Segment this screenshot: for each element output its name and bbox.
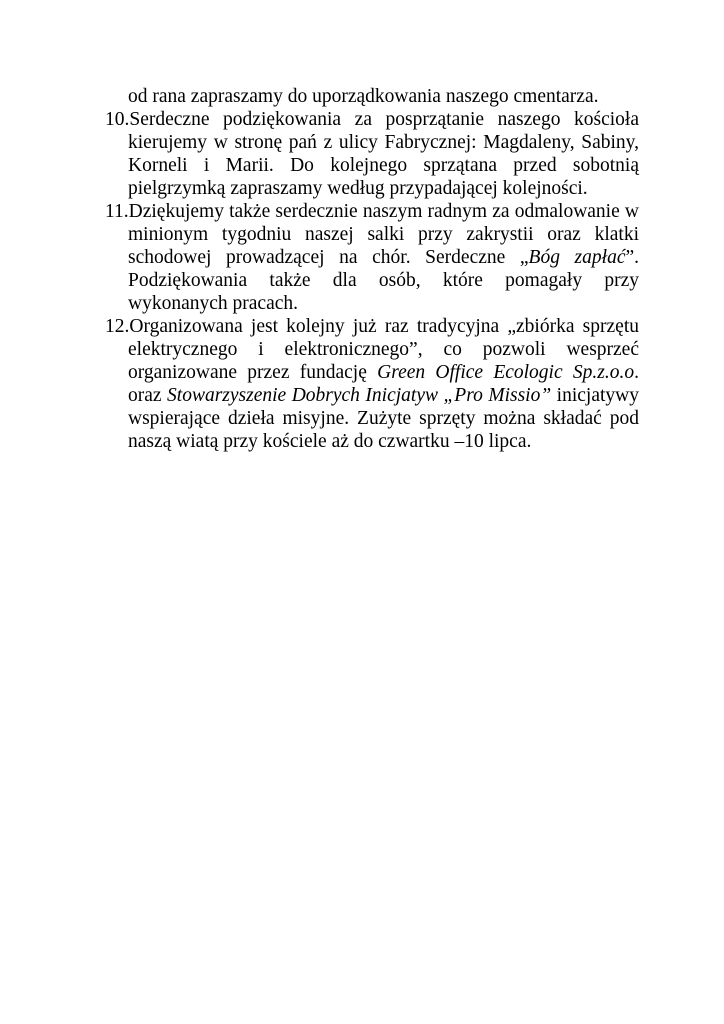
continuation-line: od rana zapraszamy do uporządkowania naszego cmentarza. — [128, 86, 599, 107]
announcement-item-12 — [105, 315, 639, 453]
announcement-item-10 — [105, 108, 639, 200]
announcement-item-11 — [105, 200, 639, 315]
item-number: 11. — [105, 201, 129, 222]
item-number: 12. — [105, 316, 130, 337]
announcements-text-block — [105, 85, 639, 453]
item-text: Serdeczne podziękowania za posprzątanie naszego kościoła kierujemy w stronę pań z ulicy Fabrycznej: Magdaleny, Sabiny, Korneli i Marii. Do kolejnego sprzątana przed sobotnią pielgrzymką zapraszamy według przypadającej kolejności. — [128, 109, 639, 199]
item-text: Dziękujemy także serdecznie naszym radnym za odmalowanie w minionym tygodniu naszej salki przy zakrystii oraz klatki schodowej prowadzącej na chór. Serdeczne „Bóg zapłać”. Podziękowania także dla osób, które pomagały przy wykonanych pracach. — [128, 201, 639, 314]
item-number: 10. — [105, 109, 130, 130]
item-text: Organizowana jest kolejny już raz tradycyjna „zbiórka sprzętu elektrycznego i elektronicznego”, co pozwoli wesprzeć organizowane przez fundację Green Office Ecologic Sp.z.o.o. oraz Stowarzyszenie Dobrych Inicjatyw „Pro Missio” inicjatywy wspierające dzieła misyjne. Zużyte sprzęty można składać pod naszą wiatą przy kościele aż do czwartku –10 lipca. — [128, 316, 639, 452]
